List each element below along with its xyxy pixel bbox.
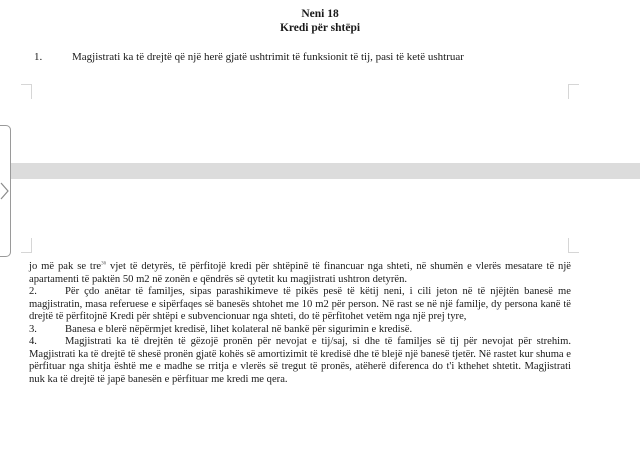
page-corner-mark	[21, 84, 32, 99]
paragraph-number: 2.	[29, 286, 37, 297]
paragraph-1-start	[34, 50, 594, 64]
page-corner-mark	[568, 238, 579, 253]
article-title: Kredi për shtëpi	[279, 22, 361, 34]
paragraph-text: Banesa e blerë nëpërmjet kredisë, lihet kolateral në bankë për sigurimin e kredisë.	[65, 323, 413, 335]
paragraph-text: Për çdo anëtar të familjes, sipas parashikimeve të pikës pesë të këtij neni, i cili jeton në të njëjtën banesë me magjistratin, masa referuese e sipërfaqes së banesës shtohet me 10 m2 për person. Në rast se në një familje, dy persona kanë të drejtë të përfitojnë Kredi për shtëpi e subvencionuar nga shteti, do të përfitohet vetëm nga një prej tyre,	[29, 286, 571, 322]
paragraph-text: Magjistrati ka të drejtë që një herë gjatë ushtrimit të funksionit të tij, pasi të ketë ushtruar	[72, 51, 464, 63]
paragraph-number: 3.	[29, 323, 37, 335]
paragraph-3	[29, 324, 571, 337]
paragraph-number: 4.	[29, 336, 37, 347]
page-corner-mark	[568, 84, 579, 99]
page-break-gap	[0, 163, 640, 179]
chevron-right-icon	[0, 181, 11, 201]
footnote-reference[interactable]: 36	[101, 261, 107, 267]
side-panel-toggle[interactable]	[0, 125, 11, 257]
paragraph-1-continuation: jo më pak se tre$^{36}$ vjet të detyrës, të përfitojë kredi për shtëpinë të financuar nga shteti, në shumën e vlerës mesatare të një apartamenti të paktën 50 m2 në zonën e qëndrës së qytetit ku magjistrati ushtron detyrën.	[29, 261, 572, 285]
paragraph-number: 1.	[34, 51, 43, 63]
paragraph-4	[29, 336, 571, 386]
document-body	[29, 261, 571, 386]
article-number: Neni 18	[301, 8, 339, 20]
paragraph-text: Magjistrati ka të drejtën të gëzojë pronën për nevojat e tij/saj, si dhe të familjes së tij për nevojat për strehim. Magjistrati ka të drejtë të shesë pronën gjatë kohës së amortizimit të kredisë dhe të blejë një banesë tjetër. Në rastet kur shuma e përfituar nga shitja është me e madhe se rritja e vlerës së tregut të pronës, atëherë diferenca do t'i kthehet shtetit. Magjistrati nuk ka të drejtë të japë banesën e përfituar me kredi me qera.	[29, 336, 571, 385]
page-corner-mark	[21, 238, 32, 253]
paragraph-2	[29, 286, 571, 324]
